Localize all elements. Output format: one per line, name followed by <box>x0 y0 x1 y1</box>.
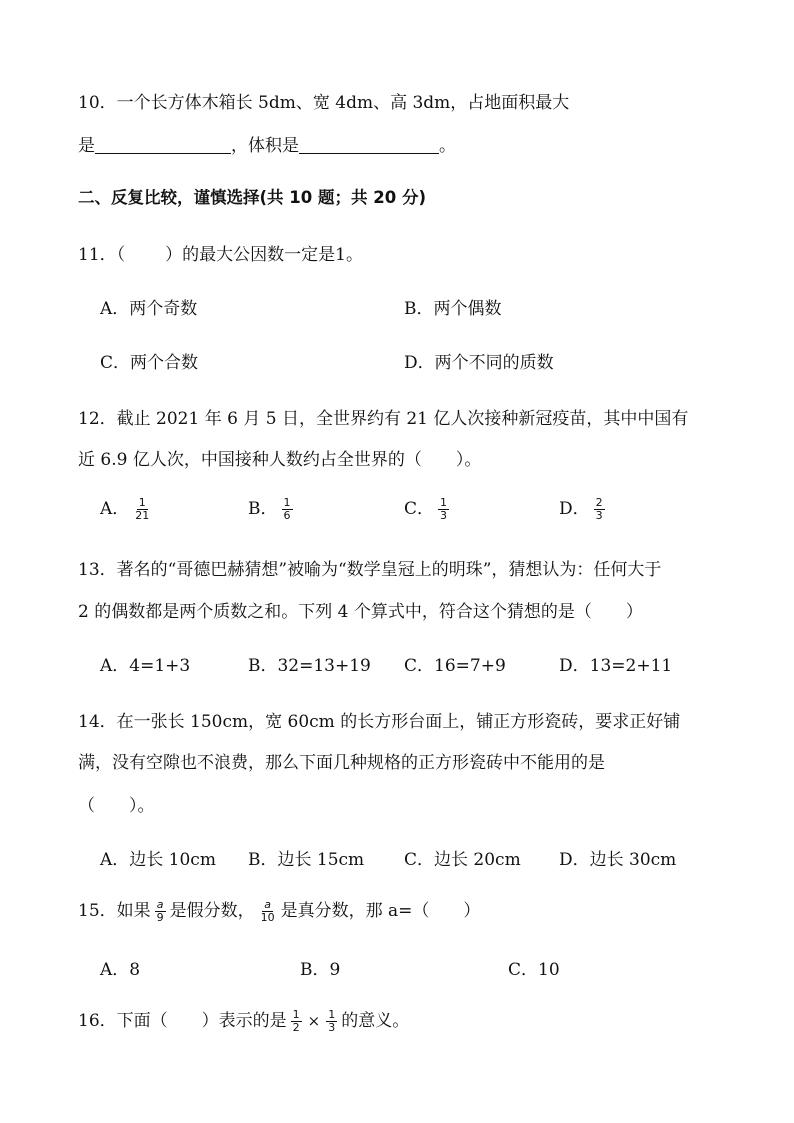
fraction-denominator: 6 <box>283 509 291 522</box>
fraction-denominator: 3 <box>595 509 603 522</box>
q13-line-2: 2 的偶数都是两个质数之和。下列 4 个算式中，符合这个猜想的是（ ） <box>78 602 643 622</box>
q11-stem <box>78 240 363 265</box>
q13-line-1: 13．著名的“哥德巴赫猜想”被喻为“数学皇冠上的明珠”，猜想认为：任何大于 <box>78 560 662 580</box>
q13-option-a[interactable]: A．4=1+3 <box>100 656 191 676</box>
fraction-numerator: 1 <box>292 1008 300 1021</box>
fraction-numerator: 1 <box>440 496 448 509</box>
q14-line-2: 满，没有空隙也不浪费，那么下面几种规格的正方形瓷砖中不能用的是 <box>78 753 605 773</box>
q10-blank-volume[interactable] <box>299 136 439 154</box>
q11-option-b[interactable]: B．两个偶数 <box>404 299 502 319</box>
q13-option-b[interactable]: B．32=13+19 <box>248 656 371 676</box>
q12-option-d[interactable] <box>559 494 609 522</box>
q12-option-a-fraction <box>133 497 151 522</box>
q15-prefix: 15．如果 <box>78 901 151 921</box>
q11-option-a[interactable]: A．两个奇数 <box>100 299 198 319</box>
q15-option-c[interactable]: C．10 <box>508 960 560 980</box>
fraction-numerator: 1 <box>328 1008 336 1021</box>
q10-end: 。 <box>439 136 456 156</box>
q13-option-d[interactable]: D．13=2+11 <box>559 656 673 676</box>
q12-option-c-fraction <box>438 497 449 522</box>
fraction-denominator: 10 <box>260 911 275 924</box>
q11-option-c[interactable]: C．两个合数 <box>100 353 199 373</box>
q14-option-d[interactable]: D．边长 30cm <box>559 850 677 870</box>
q14-line-3: （ ）。 <box>78 796 155 816</box>
q11-stem-end: ）的最大公因数一定是1。 <box>165 245 363 265</box>
fraction-numerator: a <box>156 898 164 911</box>
q16-prefix: 16．下面（ ）表示的是 <box>78 1011 287 1031</box>
q14-option-a[interactable]: A．边长 10cm <box>100 850 216 870</box>
q15-fraction-a-over-10 <box>259 899 277 924</box>
q10-blank-area[interactable] <box>95 136 231 154</box>
fraction-numerator: 1 <box>138 496 146 509</box>
fraction-numerator: a <box>264 898 272 911</box>
q12-option-b-label: B． <box>248 499 278 519</box>
q11-option-d[interactable]: D．两个不同的质数 <box>404 353 554 373</box>
q16-suffix: 的意义。 <box>341 1011 410 1031</box>
q10-line-1: 10．一个长方体木箱长 5dm、宽 4dm、高 3dm，占地面积最大 <box>78 93 570 113</box>
fraction-numerator: 1 <box>283 496 291 509</box>
q15-option-a[interactable]: A．8 <box>100 960 141 980</box>
q10-mid: ，体积是 <box>231 136 299 156</box>
q12-option-c-label: C． <box>404 499 435 519</box>
q15-option-b[interactable]: B．9 <box>300 960 341 980</box>
q15-stem <box>78 896 480 924</box>
fraction-denominator: 3 <box>440 509 448 522</box>
q16-fraction-one-half <box>291 1009 302 1034</box>
q12-option-d-label: D． <box>559 499 590 519</box>
q12-option-d-fraction <box>594 497 605 522</box>
fraction-denominator: 2 <box>292 1021 300 1034</box>
q12-option-c[interactable] <box>404 494 453 522</box>
fraction-denominator: 3 <box>328 1021 336 1034</box>
q14-option-c[interactable]: C．边长 20cm <box>404 850 521 870</box>
q13-option-c[interactable]: C．16=7+9 <box>404 656 506 676</box>
q14-option-b[interactable]: B．边长 15cm <box>248 850 365 870</box>
q10-prefix: 是 <box>78 136 95 156</box>
q11-stem-start: 11．（ <box>78 245 126 265</box>
fraction-numerator: 2 <box>595 496 603 509</box>
q10-line-2 <box>78 131 456 156</box>
fraction-denominator: 21 <box>135 509 150 522</box>
q12-option-b-fraction <box>282 497 293 522</box>
q12-option-a[interactable] <box>100 494 155 522</box>
q15-suffix: 是真分数，那 a=（ ） <box>280 901 481 921</box>
q12-line-2: 近 6.9 亿人次，中国接种人数约占全世界的（ ）。 <box>78 450 482 470</box>
q15-mid: 是假分数， <box>169 901 255 921</box>
q12-option-a-label: A． <box>100 499 130 519</box>
fraction-denominator: 9 <box>156 911 164 924</box>
q16-fraction-one-third <box>326 1009 337 1034</box>
multiply-sign: × <box>307 1012 321 1030</box>
section-2-title: 二、反复比较，谨慎选择(共 10 题；共 20 分) <box>78 188 426 207</box>
q12-option-b[interactable] <box>248 494 297 522</box>
q12-line-1: 12．截止 2021 年 6 月 5 日，全世界约有 21 亿人次接种新冠疫苗，其中中国有 <box>78 409 689 429</box>
q15-fraction-a-over-9 <box>155 899 166 924</box>
q14-line-1: 14．在一张长 150cm，宽 60cm 的长方形台面上，铺正方形瓷砖，要求正好铺 <box>78 712 681 732</box>
q16-stem <box>78 1006 409 1034</box>
